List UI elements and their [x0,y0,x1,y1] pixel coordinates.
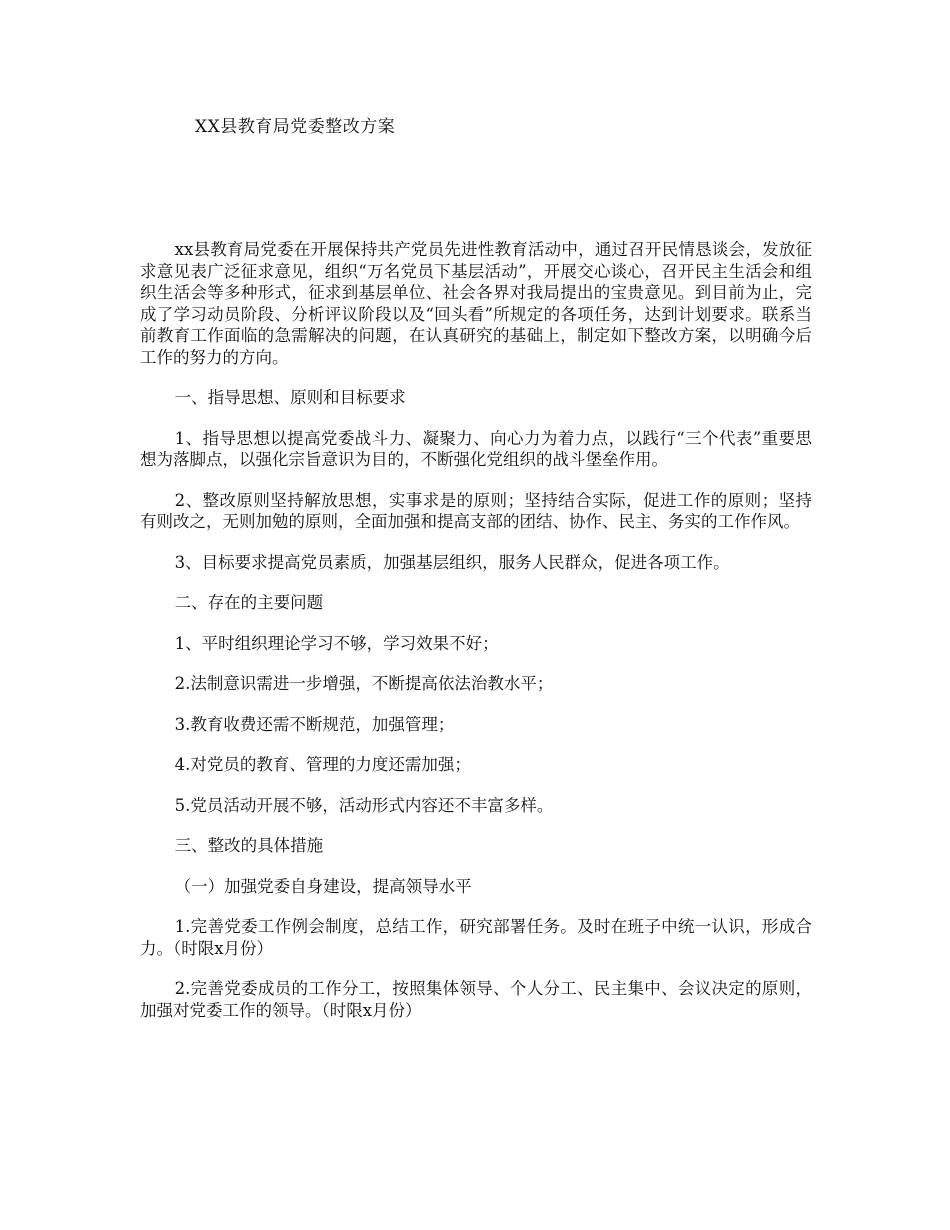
section-heading-1: 一、指导思想、原则和目标要求 [174,388,406,407]
measure-item-1: 1.完善党委工作例会制度，总结工作，研究部署任务。及时在班子中统一认识，形成合力。（时限x月份） [140,917,812,958]
problem-item-4: 4.对党员的教育、管理的力度还需加强； [174,755,471,774]
problem-item-3: 3.教育收费还需不断规范，加强管理； [174,714,455,734]
problem-item-2: 2.法制意识需进一步增强，不断提高依法治教水平； [174,674,554,693]
document-title: XX县教育局党委整改方案 [195,117,396,137]
paragraph-guiding-thought: 1、指导思想以提高党委战斗力、凝聚力、向心力为着力点，以践行“三个代表”重要思想为落脚点，以强化宗旨意识为目的，不断强化党组织的战斗堡垒作用。 [140,428,812,469]
intro-paragraph: xx县教育局党委在开展保持共产党员先进性教育活动中，通过召开民情恳谈会，发放征求意见表广泛征求意见，组织“万名党员下基层活动”，开展交心谈心，召开民主生活会和组织生活会等多种形式，征求到基层单位、社会各界对我局提出的宝贵意见。到目前为止，完成了学习动员阶段、分析评议阶段以及“回头看”所规定的各项任务，达到计划要求。联系当前教育工作面临的急需解决的问题，在认真研究的基础上，制定如下整改方案，以明确今后工作的努力的方向。 [140,240,812,367]
subsection-heading-1: （一）加强党委自身建设，提高领导水平 [174,876,472,896]
problem-item-5: 5.党员活动开展不够，活动形式内容还不丰富多样。 [174,795,554,815]
document-body [140,239,812,1040]
paragraph-goals: 3、目标要求提高党员素质，加强基层组织，服务人民群众，促进各项工作。 [174,552,730,572]
measure-item-2: 2.完善党委成员的工作分工，按照集体领导、个人分工、民主集中、会议决定的原则，加强对党委工作的领导。（时限x月份） [140,979,812,1020]
paragraph-principles: 2、整改原则坚持解放思想，实事求是的原则；坚持结合实际，促进工作的原则；坚持有则改之，无则加勉的原则，全面加强和提高支部的团结、协作、民主、务实的工作作风。 [140,490,812,531]
problem-item-1: 1、平时组织理论学习不够，学习效果不好； [174,633,499,653]
section-heading-3: 三、整改的具体措施 [174,836,324,855]
section-heading-2: 二、存在的主要问题 [174,593,324,612]
